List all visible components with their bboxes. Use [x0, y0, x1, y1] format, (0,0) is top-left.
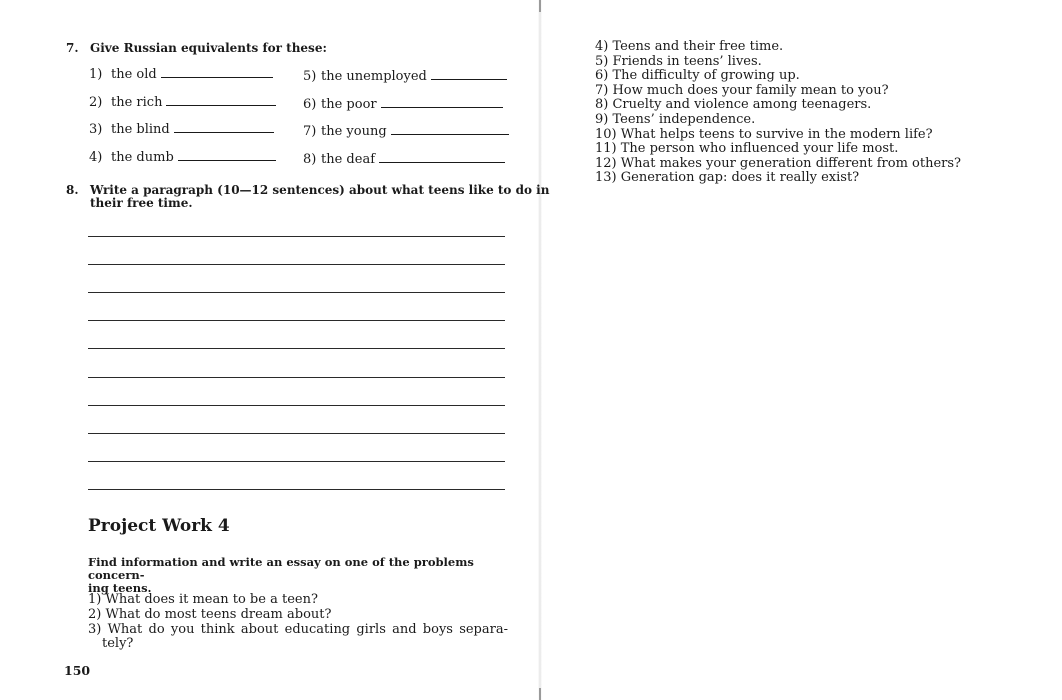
topic-item: 4) Teens and their free time.	[595, 39, 784, 54]
item-number: 5)	[303, 69, 317, 84]
item-number: 7)	[303, 124, 317, 139]
book-spine	[538, 0, 542, 700]
page-number: 150	[64, 663, 91, 678]
answer-blank[interactable]	[381, 106, 503, 108]
topic-item: 7) How much does your family mean to you?	[595, 82, 889, 98]
project-intro-line-2: ing teens.	[88, 581, 152, 595]
writing-line[interactable]	[88, 433, 505, 434]
exercise-7-item-3	[89, 122, 274, 137]
item-number: 6)	[303, 97, 317, 112]
writing-line[interactable]	[88, 377, 505, 378]
project-question-continuation: tely?	[102, 636, 134, 652]
exercise-8-instruction-line-2: their free time.	[90, 195, 193, 210]
answer-blank[interactable]	[174, 131, 274, 133]
spine-mark-bottom	[539, 688, 541, 700]
topic-item: 10) What helps teens to survive in the modern life?	[595, 126, 933, 142]
writing-line[interactable]	[88, 405, 505, 406]
item-number: 3)	[89, 122, 103, 137]
topic-item: 11) The person who influenced your life most.	[595, 141, 899, 157]
writing-line[interactable]	[88, 461, 505, 462]
item-text: the deaf	[321, 152, 375, 167]
topic-item: 13) Generation gap: does it really exist?	[595, 170, 860, 186]
project-question-list	[88, 593, 508, 652]
exercise-7-item-5	[303, 69, 507, 84]
exercise-8-number: 8.	[66, 183, 79, 197]
topic-item: 12) What makes your generation different from others?	[595, 155, 962, 171]
project-title: Project Work 4	[88, 516, 230, 536]
exercise-7-instruction: Give Russian equivalents for these:	[90, 41, 327, 55]
topic-list	[595, 40, 961, 186]
answer-blank[interactable]	[391, 133, 509, 135]
exercise-7-item-2	[89, 95, 276, 110]
exercise-7-item-6	[303, 97, 503, 112]
project-intro-line-1: Find information and write an essay on one of the problems concern-	[88, 555, 474, 582]
answer-blank[interactable]	[431, 78, 507, 80]
writing-line[interactable]	[88, 320, 505, 321]
answer-blank[interactable]	[161, 76, 273, 78]
item-number: 4)	[89, 150, 103, 165]
project-question: 1) What does it mean to be a teen?	[88, 592, 318, 607]
exercise-7-item-1	[89, 67, 273, 82]
answer-blank[interactable]	[379, 161, 505, 163]
item-text: the dumb	[111, 150, 174, 165]
item-text: the young	[321, 124, 387, 139]
item-text: the rich	[111, 95, 163, 110]
topic-item: 6) The difficulty of growing up.	[595, 68, 800, 84]
item-text: the poor	[321, 97, 377, 112]
exercise-7-item-8	[303, 152, 505, 167]
topic-item: 5) Friends in teens’ lives.	[595, 53, 762, 69]
topic-item: 8) Cruelty and violence among teenagers.	[595, 97, 872, 113]
exercise-8-heading	[66, 184, 549, 209]
topic-item: 9) Teens’ independence.	[595, 111, 756, 127]
item-text: the unemployed	[321, 69, 427, 84]
exercise-7-number: 7.	[66, 41, 79, 55]
item-text: the blind	[111, 122, 170, 137]
writing-line[interactable]	[88, 292, 505, 293]
writing-line[interactable]	[88, 348, 505, 349]
project-question: 3) What do you think about educating girls and boys separa-	[88, 621, 508, 637]
item-number: 8)	[303, 152, 317, 167]
exercise-8-instruction-line-1: Write a paragraph (10—12 sentences) about what teens like to do in	[90, 183, 550, 197]
spine-mark-top	[539, 0, 541, 12]
exercise-7-item-4	[89, 150, 276, 165]
writing-line[interactable]	[88, 264, 505, 265]
answer-blank[interactable]	[166, 104, 276, 106]
item-number: 2)	[89, 95, 103, 110]
project-question: 2) What do most teens dream about?	[88, 606, 332, 622]
project-intro	[88, 556, 508, 595]
exercise-7-heading	[66, 41, 327, 55]
answer-blank[interactable]	[178, 159, 276, 161]
writing-line[interactable]	[88, 489, 505, 490]
writing-line[interactable]	[88, 236, 505, 237]
item-number: 1)	[89, 67, 103, 82]
exercise-7-item-7	[303, 124, 509, 139]
item-text: the old	[111, 67, 157, 82]
